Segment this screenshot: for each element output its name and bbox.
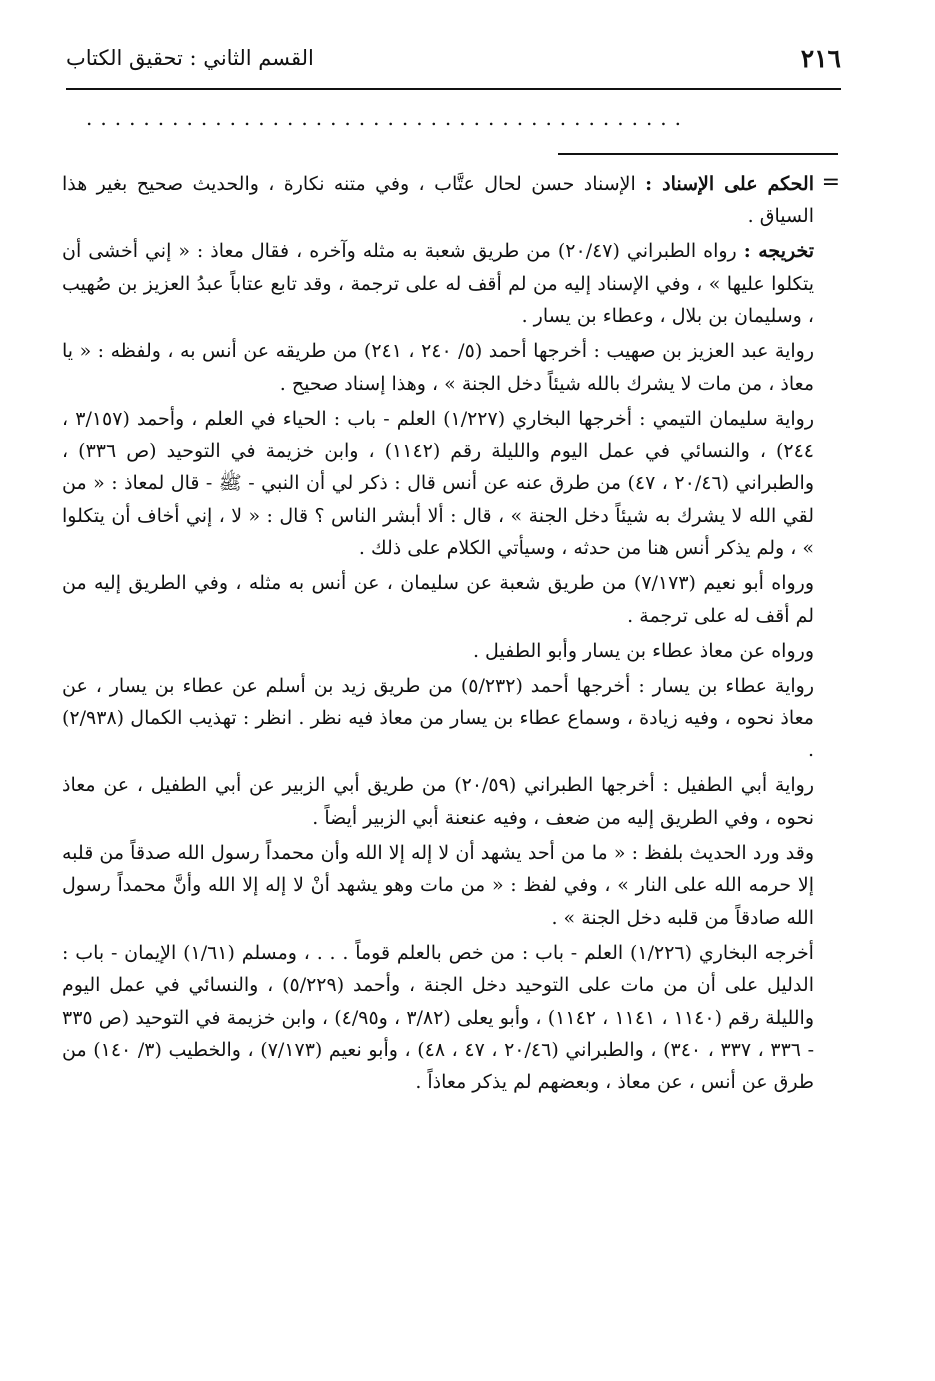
paragraph-text: رواية عبد العزيز بن صهيب : أخرجها أحمد (٥/ ٢٤٠ ، ٢٤١) من طريقه عن أنس به ، ولفظه : « يا معاذ ، من مات لا يشرك بالله شيئاً دخل الجنة » ، وهذا إسناد صحيح . xyxy=(62,340,814,395)
paragraph-text: الإسناد حسن لحال عتَّاب ، وفي متنه نكارة ، والحديث صحيح بغير هذا السياق . xyxy=(62,173,814,228)
page-header xyxy=(66,40,841,80)
ellipsis-divider: .......................................... xyxy=(86,106,690,130)
paragraph-abdulaziz xyxy=(62,335,814,400)
paragraph-muadh-narrators xyxy=(62,635,814,667)
page-number: ٢١٦ xyxy=(800,44,841,73)
paragraph-abu-nuaim xyxy=(62,567,814,632)
paragraph-sulaiman xyxy=(62,403,814,565)
footnote-rule xyxy=(558,153,838,155)
paragraph-takhrij xyxy=(62,235,814,332)
paragraph-text: رواية عطاء بن يسار : أخرجها أحمد (٥/٢٣٢) من طريق زيد بن أسلم عن عطاء بن يسار ، عن معاذ نحوه ، وفيه زيادة ، وسماع عطاء بن يسار من معاذ فيه نظر . انظر : تهذيب الكمال (٢/٩٣٨) . xyxy=(62,674,814,762)
paragraph-abu-tufail xyxy=(62,769,814,834)
running-head: القسم الثاني : تحقيق الكتاب xyxy=(66,46,314,70)
paragraph-other-wording xyxy=(62,837,814,934)
paragraph-text: أخرجه البخاري (١/٢٢٦) العلم - باب : من خص بالعلم قوماً . . . ، ومسلم (١/٦١) الإيمان - باب : الدليل على أن من مات على التوحيد دخل الجنة ، وأحمد (٥/٢٢٩) ، والنسائي في عمل اليوم والليلة رقم (١١٤٠ ، ١١٤١ ، ١١٤٢) ، وأبو يعلى (٣/٨٢ ، و٤/٩٥) ، وابن خزيمة في التوحيد (ص ٣٣٥ - ٣٣٦ ، ٣٣٧ ، ٣٤٠) ، والطبراني (٢٠/٤٦ ، ٤٧ ، ٤٨) ، وأبو نعيم (٧/١٧٣) ، والخطيب (٣/ ١٤٠) من طرق عن أنس ، عن معاذ ، وبعضهم لم يذكر معاذاً . xyxy=(62,941,815,1094)
paragraph-text: رواية سليمان التيمي : أخرجها البخاري (١/٢٢٧) العلم - باب : الحياء في العلم ، وأحمد (٣/١٥٧ ، ٢٤٤) ، والنسائي في عمل اليوم والليلة رقم (١١٤٢) ، وابن خزيمة في التوحيد (ص ٣٣٦) ، والطبراني (٢٠/٤٦ ، ٤٧) من طرق عنه عن أنس قال : ذكر لي أن النبي - ﷺ - قال لمعاذ : « من لقي الله لا يشرك به شيئاً دخل الجنة » ، قال : ألا أبشر الناس ؟ قال : « لا ، إني أخاف أن يتكلوا » ، ولم يذكر أنس هنا من حدثه ، وسيأتي الكلام على ذلك . xyxy=(62,407,815,560)
continuation-mark: = xyxy=(821,170,840,195)
header-rule xyxy=(66,88,841,90)
paragraph-text: وقد ورد الحديث بلفظ : « ما من أحد يشهد أن لا إله إلا الله وأن محمداً رسول الله صدقاً من قلبه إلا حرمه الله على النار » ، وفي لفظ : « من مات وهو يشهد أنْ لا إله إلا الله وأنَّ محمداً رسول الله صادقاً من قلبه دخل الجنة » . xyxy=(62,841,814,929)
paragraph-text: ورواه أبو نعيم (٧/١٧٣) من طريق شعبة عن سليمان ، عن أنس به مثله ، وفي الطريق إليه من لم أقف له على ترجمة . xyxy=(62,572,814,627)
paragraph-text: ورواه عن معاذ عطاء بن يسار وأبو الطفيل . xyxy=(472,639,814,662)
paragraph-lead: تخريجه : xyxy=(743,240,815,263)
paragraph-ata xyxy=(62,670,814,767)
footnote-body xyxy=(62,168,814,1101)
paragraph-text: رواه الطبراني (٢٠/٤٧) من طريق شعبة به مثله وآخره ، فقال معاذ : « إني أخشى أن يتكلوا عليها » ، وفي الإسناد إليه من لم أقف له على ترجمة ، وقد تابع عتاباً عبدُ العزيز بن صُهيب ، وسليمان بن بلال ، وعطاء بن يسار . xyxy=(62,240,814,328)
paragraph-ruling xyxy=(62,168,814,233)
paragraph-lead: الحكم على الإسناد : xyxy=(645,173,814,195)
paragraph-text: رواية أبي الطفيل : أخرجها الطبراني (٢٠/٥٩) من طريق أبي الزبير عن أبي الطفيل ، عن معاذ نحوه ، وفي الطريق إليه من ضعف ، وفيه عنعنة أبي الزبير أيضاً . xyxy=(62,774,814,829)
paragraph-bukhari-takhrij xyxy=(62,937,814,1099)
